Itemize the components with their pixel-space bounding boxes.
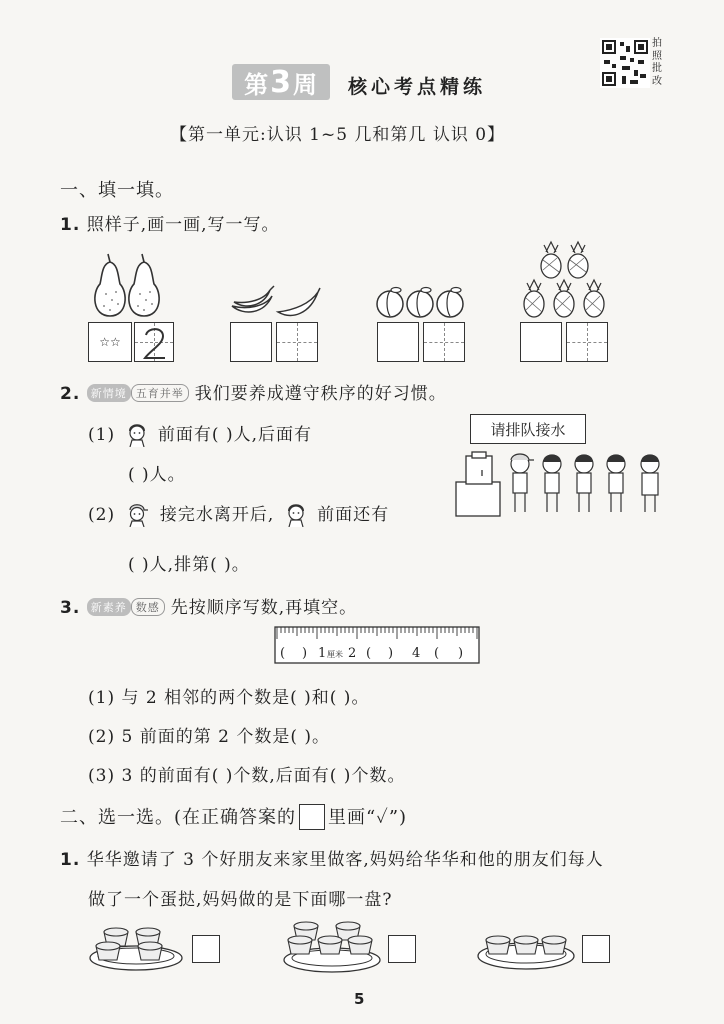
example-star-box: ☆☆ (88, 322, 132, 362)
q3-prompt: 3. 新素养 数感 先按顺序写数,再填空。 (60, 598, 358, 618)
ruler (274, 626, 480, 664)
number-2-glyph (141, 326, 169, 360)
tag-five-education: 五育并举 (131, 384, 189, 402)
ruler-paren: ) (388, 646, 394, 661)
option-a-answer-box[interactable] (192, 935, 220, 963)
section2-heading: 二、选一选。(在正确答案的 里画“✓”) (60, 803, 407, 830)
pears-illustration (88, 252, 168, 320)
peaches-illustration (374, 282, 468, 320)
q3-part2: (2) 5 前面的第 2 个数是( )。 (88, 727, 330, 747)
plate-option-c (474, 922, 578, 974)
plate-option-b (280, 918, 384, 976)
tag-new-literacy: 新素养 (87, 598, 131, 616)
ruler-number: 4 (412, 646, 421, 661)
child-with-cap-icon (126, 501, 150, 527)
queue-sign: 请排队接水 (470, 414, 586, 444)
s2-q1-line2: 做了一个蛋挞,妈妈做的是下面哪一盘? (88, 890, 393, 910)
ruler-paren: ( (280, 646, 286, 661)
banana-write-box[interactable] (276, 322, 318, 362)
ruler-paren: ( (434, 646, 440, 661)
queue-illustration (452, 448, 672, 518)
pineapples-illustration (520, 240, 608, 320)
inline-answer-box (299, 804, 325, 830)
child-face-icon (285, 501, 307, 527)
ruler-paren: ) (302, 646, 308, 661)
tag-new-context: 新情境 (87, 384, 131, 402)
example-number-box (134, 322, 174, 362)
q1-prompt: 1. 照样子,画一画,写一写。 (60, 215, 280, 235)
q3-part1: (1) 与 2 相邻的两个数是( )和( )。 (88, 688, 370, 708)
qr-label: 拍照批改 (652, 38, 662, 87)
ruler-number: 2 (348, 646, 357, 661)
ruler-paren: ( (366, 646, 372, 661)
ruler-paren: ) (458, 646, 464, 661)
page-number: 5 (354, 990, 365, 1008)
q2-part1-line2: ( )人。 (128, 465, 186, 485)
pineapple-draw-box[interactable] (520, 322, 562, 362)
unit-title: 【第一单元:认识 1~5 几和第几 认识 0】 (170, 125, 506, 145)
bananas-illustration (228, 282, 322, 320)
s2-q1-line1: 1. 华华邀请了 3 个好朋友来家里做客,妈妈给华华和他的朋友们每人 (60, 850, 604, 870)
qr-code-icon[interactable] (600, 38, 650, 88)
q2-part2-line1: (2) 接完水离开后, 前面还有 (88, 500, 389, 527)
ruler-number: 1 (318, 646, 327, 661)
q3-part3: (3) 3 的前面有( )个数,后面有( )个数。 (88, 766, 406, 786)
peach-draw-box[interactable] (377, 322, 419, 362)
tag-number-sense: 数感 (131, 598, 165, 616)
pineapple-write-box[interactable] (566, 322, 608, 362)
plate-option-a (86, 922, 186, 974)
page-title: 核心考点精练 (348, 76, 487, 98)
option-b-answer-box[interactable] (388, 935, 416, 963)
week-badge: 第 3 周 (232, 64, 330, 100)
banana-draw-box[interactable] (230, 322, 272, 362)
q2-part2-line2: ( )人,排第( )。 (128, 555, 250, 575)
option-c-answer-box[interactable] (582, 935, 610, 963)
q2-part1-line1: (1) 前面有( )人,后面有 (88, 420, 312, 447)
ruler-unit: 厘米 (327, 650, 343, 659)
child-face-icon (126, 421, 148, 447)
q2-prompt: 2. 新情境 五育并举 我们要养成遵守秩序的好习惯。 (60, 384, 447, 404)
section1-heading: 一、填一填。 (60, 180, 174, 201)
peach-write-box[interactable] (423, 322, 465, 362)
